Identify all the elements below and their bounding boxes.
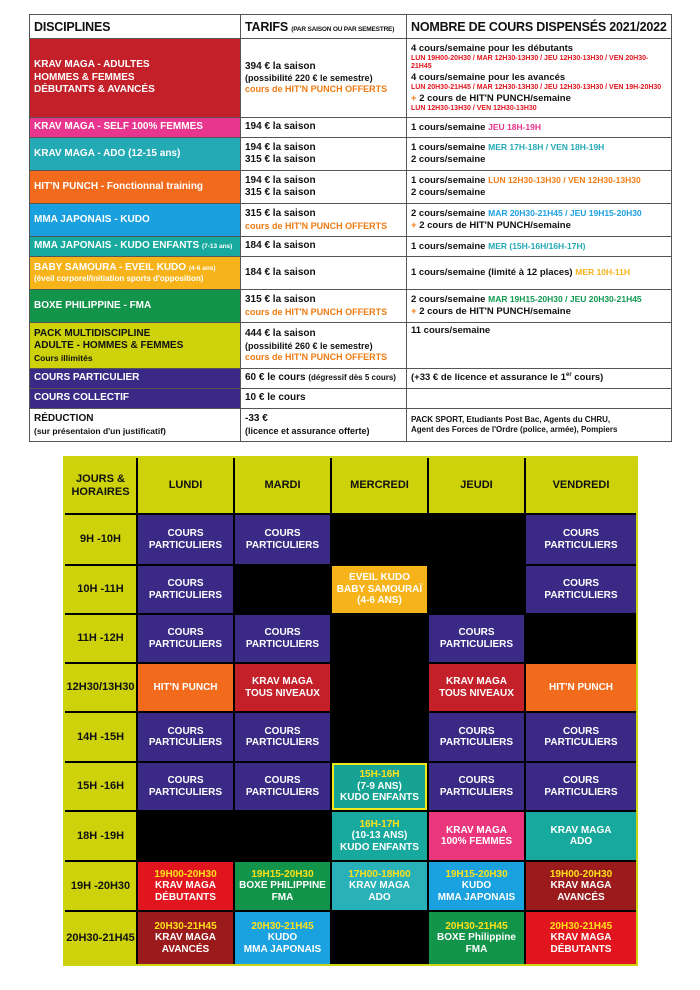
- class-kudo-mma: 19H15-20H30 KUDO MMA JAPONAIS: [429, 862, 524, 910]
- row-kudo-enfants: [30, 237, 672, 257]
- discipline-cell: RÉDUCTION (sur présentaion d'un justificatif): [30, 409, 241, 442]
- day-mardi: MARDI: [235, 458, 330, 513]
- discipline-cell: COURS PARTICULIER: [30, 369, 241, 389]
- slot-10h: 10H -11H: [65, 566, 136, 613]
- courses-cell: (+33 € de licence et assurance le 1er cours): [407, 369, 672, 389]
- class-cours-particuliers: COURS PARTICULIERS: [429, 713, 524, 761]
- class-cours-particuliers: COURS PARTICULIERS: [526, 515, 636, 564]
- discipline-cell: HIT'N PUNCH - Fonctionnal training: [30, 171, 241, 204]
- class-hitnpunch: HIT'N PUNCH: [138, 664, 233, 711]
- class-hitnpunch: HIT'N PUNCH: [526, 664, 636, 711]
- price-cell: 184 € la saison: [241, 257, 407, 290]
- discipline-cell: MMA JAPONAIS - KUDO ENFANTS (7-13 ans): [30, 237, 241, 257]
- price-cell: 184 € la saison: [241, 237, 407, 257]
- price-cell: -33 € (licence et assurance offerte): [241, 409, 407, 442]
- discipline-cell: KRAV MAGA - ADO (12-15 ans): [30, 138, 241, 171]
- class-cours-particuliers: COURS PARTICULIERS: [138, 566, 233, 613]
- price-cell: 194 € la saison 315 € la saison: [241, 171, 407, 204]
- class-krav-maga-100-femmes: KRAV MAGA 100% FEMMES: [429, 812, 524, 860]
- class-krav-maga-ado-wed: 17H00-18H00 KRAV MAGA ADO: [332, 862, 427, 910]
- class-eveil-kudo: EVEIL KUDO BABY SAMOURAÏ (4-6 ANS): [332, 566, 427, 613]
- class-kudo-enfants-10-13: 16H-17H (10-13 ANS) KUDO ENFANTS: [332, 812, 427, 860]
- slot-12h30: 12H30/13H30: [65, 664, 136, 711]
- class-cours-particuliers: COURS PARTICULIERS: [138, 713, 233, 761]
- weekly-schedule: [63, 456, 638, 966]
- courses-cell: 1 cours/semaine JEU 18H-19H: [407, 118, 672, 138]
- discipline-cell: BABY SAMOURA - EVEIL KUDO (4-6 ans) (éveil corporel/initiation sports d'opposition): [30, 257, 241, 290]
- price-cell: 444 € la saison (possibilité 260 € le semestre) cours de HIT'N PUNCH OFFERTS: [241, 323, 407, 369]
- row-hitnpunch: [30, 171, 672, 204]
- price-cell: 194 € la saison: [241, 118, 407, 138]
- class-boxe-philippine: 19H15-20H30 BOXE PHILIPPINE FMA: [235, 862, 330, 910]
- class-cours-particuliers: COURS PARTICULIERS: [429, 615, 524, 662]
- pricing-header-row: [30, 15, 672, 39]
- courses-cell: 2 cours/semaine MAR 20H30-21H45 / JEU 19H15-20H30 + 2 cours de HIT'N PUNCH/semaine: [407, 204, 672, 237]
- class-cours-particuliers: COURS PARTICULIERS: [526, 713, 636, 761]
- pricing-table: [29, 14, 672, 442]
- row-boxe-philippine: [30, 290, 672, 323]
- corner-header: JOURS & HORAIRES: [65, 458, 136, 513]
- class-cours-particuliers: COURS PARTICULIERS: [138, 763, 233, 810]
- slot-14h: 14H -15H: [65, 713, 136, 761]
- discipline-cell: PACK MULTIDISCIPLINE ADULTE - HOMMES & FEMMES Cours illimités: [30, 323, 241, 369]
- slot-15h: 15H -16H: [65, 763, 136, 810]
- class-krav-maga-debutants: 19H00-20H30 KRAV MAGA DÉBUTANTS: [138, 862, 233, 910]
- courses-cell: 2 cours/semaine MAR 19H15-20H30 / JEU 20H30-21H45 + 2 cours de HIT'N PUNCH/semaine: [407, 290, 672, 323]
- class-cours-particuliers: COURS PARTICULIERS: [235, 713, 330, 761]
- class-krav-maga-tous-niveaux: KRAV MAGA TOUS NIVEAUX: [429, 664, 524, 711]
- courses-cell: 1 cours/semaine LUN 12H30-13H30 / VEN 12H30-13H30 2 cours/semaine: [407, 171, 672, 204]
- price-cell: 10 € le cours: [241, 389, 407, 409]
- slot-19h: 19H -20H30: [65, 862, 136, 910]
- class-kudo-enfants-7-9: 15H-16H (7-9 ANS) KUDO ENFANTS: [332, 763, 427, 810]
- discipline-cell: BOXE PHILIPPINE - FMA: [30, 290, 241, 323]
- courses-cell: 1 cours/semaine MER 17H-18H / VEN 18H-19H 2 cours/semaine: [407, 138, 672, 171]
- discipline-cell: COURS COLLECTIF: [30, 389, 241, 409]
- row-krav-maga-self: [30, 118, 672, 138]
- row-krav-maga-ado: [30, 138, 672, 171]
- class-krav-maga-debutants: 20H30-21H45 KRAV MAGA DÉBUTANTS: [526, 912, 636, 964]
- price-cell: 315 € la saison cours de HIT'N PUNCH OFFERTS: [241, 290, 407, 323]
- class-kudo-mma: 20H30-21H45 KUDO MMA JAPONAIS: [235, 912, 330, 964]
- courses-cell: PACK SPORT, Etudiants Post Bac, Agents du CHRU, Agent des Forces de l'Ordre (police, armée), Pompiers: [407, 409, 672, 442]
- slot-20h30: 20H30-21H45: [65, 912, 136, 964]
- class-krav-maga-avances: 20H30-21H45 KRAV MAGA AVANCÉS: [138, 912, 233, 964]
- class-cours-particuliers: COURS PARTICULIERS: [526, 763, 636, 810]
- header-nombre: NOMBRE DE COURS DISPENSÉS 2021/2022: [407, 15, 672, 39]
- class-cours-particuliers: COURS PARTICULIERS: [235, 515, 330, 564]
- discipline-cell: KRAV MAGA - ADULTES HOMMES & FEMMES DÉBUTANTS & AVANCÉS: [30, 39, 241, 118]
- class-cours-particuliers: COURS PARTICULIERS: [429, 763, 524, 810]
- header-disciplines: DISCIPLINES: [30, 15, 241, 39]
- row-cours-collectif: [30, 389, 672, 409]
- day-lundi: LUNDI: [138, 458, 233, 513]
- courses-cell: 1 cours/semaine (limité à 12 places) MER 10H-11H: [407, 257, 672, 290]
- row-baby-samoura: [30, 257, 672, 290]
- slot-9h: 9H -10H: [65, 515, 136, 564]
- day-jeudi: JEUDI: [429, 458, 524, 513]
- class-cours-particuliers: COURS PARTICULIERS: [235, 763, 330, 810]
- row-reduction: [30, 409, 672, 442]
- class-cours-particuliers: COURS PARTICULIERS: [235, 615, 330, 662]
- discipline-cell: MMA JAPONAIS - KUDO: [30, 204, 241, 237]
- class-cours-particuliers: COURS PARTICULIERS: [526, 566, 636, 613]
- header-tarifs: TARIFS (PAR SAISON OU PAR SEMESTRE): [241, 15, 407, 39]
- price-cell: 194 € la saison 315 € la saison: [241, 138, 407, 171]
- day-vendredi: VENDREDI: [526, 458, 636, 513]
- courses-cell: 1 cours/semaine MER (15H-16H/16H-17H): [407, 237, 672, 257]
- row-mma-kudo: [30, 204, 672, 237]
- row-krav-maga-adultes: [30, 39, 672, 118]
- class-cours-particuliers: COURS PARTICULIERS: [138, 515, 233, 564]
- price-cell: 315 € la saison cours de HIT'N PUNCH OFFERTS: [241, 204, 407, 237]
- price-cell: 60 € le cours (dégressif dès 5 cours): [241, 369, 407, 389]
- discipline-cell: KRAV MAGA - SELF 100% FEMMES: [30, 118, 241, 138]
- class-cours-particuliers: COURS PARTICULIERS: [138, 615, 233, 662]
- class-krav-maga-ado: KRAV MAGA ADO: [526, 812, 636, 860]
- price-cell: 394 € la saison (possibilité 220 € le semestre) cours de HIT'N PUNCH OFFERTS: [241, 39, 407, 118]
- class-boxe-philippine: 20H30-21H45 BOXE Philippine FMA: [429, 912, 524, 964]
- slot-18h: 18H -19H: [65, 812, 136, 860]
- class-krav-maga-tous-niveaux: KRAV MAGA TOUS NIVEAUX: [235, 664, 330, 711]
- courses-cell: 4 cours/semaine pour les débutants LUN 19H00-20H30 / MAR 12H30-13H30 / JEU 12H30-13H30 / VEN 20H30-21H45 4 cours/semaine pour les avancés LUN 20H30-21H45 / MAR 12H30-13H30 / JEU 12H30-13H30 / VEN 19H-20H30 + 2 cours de HIT'N PUNCH/semaine LUN 12H30-13H30 / VEN 12H30-13H30: [407, 39, 672, 118]
- row-pack-multidiscipline: [30, 323, 672, 369]
- row-cours-particulier: [30, 369, 672, 389]
- slot-11h: 11H -12H: [65, 615, 136, 662]
- courses-cell: 11 cours/semaine: [407, 323, 672, 369]
- day-mercredi: MERCREDI: [332, 458, 427, 513]
- courses-cell: [407, 389, 672, 409]
- class-krav-maga-avances: 19H00-20H30 KRAV MAGA AVANCÉS: [526, 862, 636, 910]
